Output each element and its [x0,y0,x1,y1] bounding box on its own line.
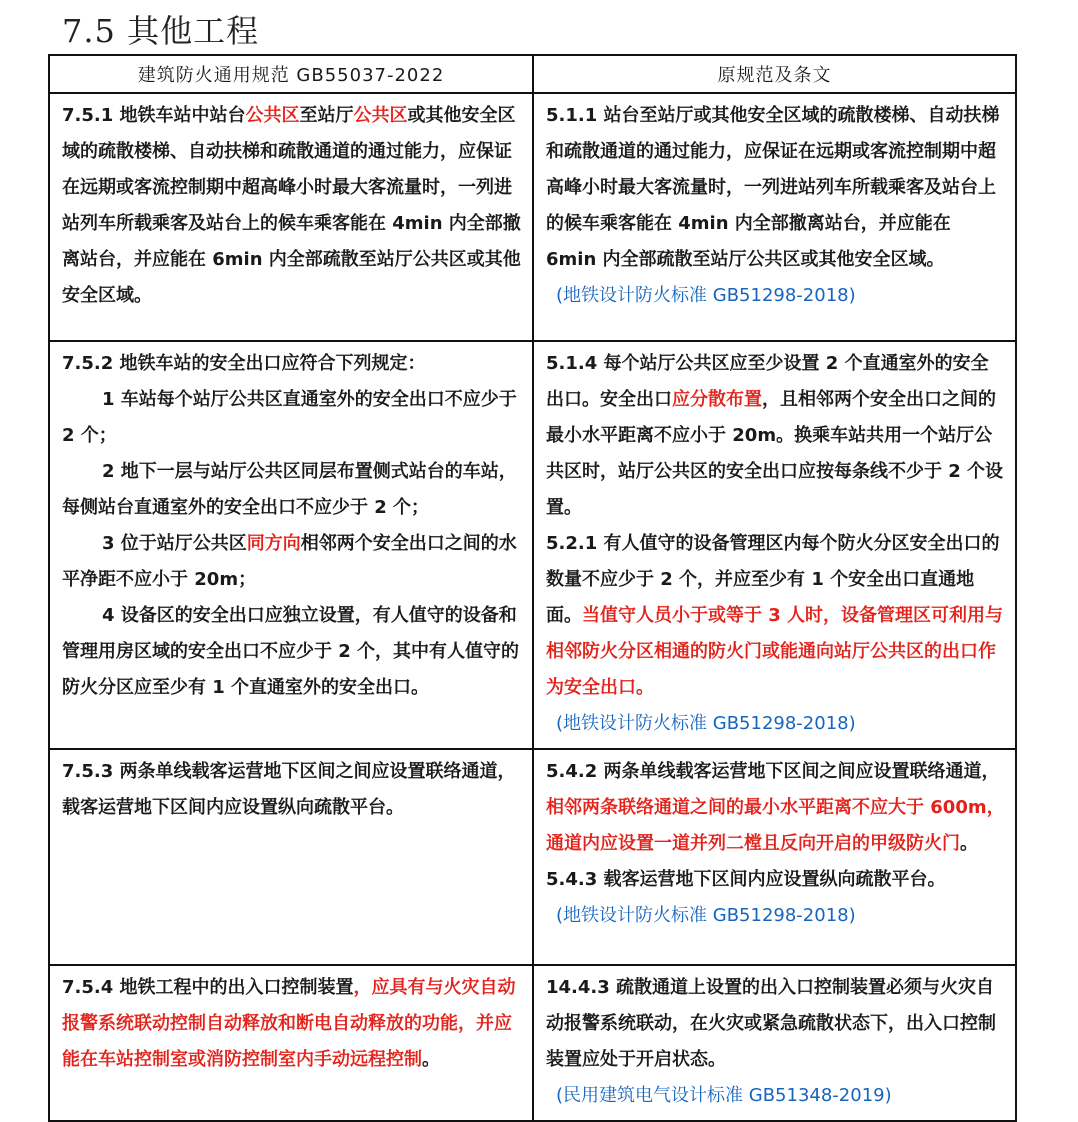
clause-original-5-1-4 [533,341,1016,749]
body-text: 。 [960,833,978,854]
body-text: 。 [422,1049,440,1070]
emphasis-text: 相邻两条联络通道之间的最小水平距离不应大于 600m，通道内应设置一道并列二樘且反向开启的甲级防火门 [546,797,1005,854]
emphasis-text: 当值守人员小于或等于 3 人时，设备管理区可利用与相邻防火分区相通的防火门或能通向站厅公共区的出口作为安全出口。 [546,605,1004,698]
clause-new-7-5-1 [49,93,533,341]
header-new-code: 建筑防火通用规范 GB55037-2022 [49,55,533,93]
body-text: 相邻两个安全出口之间的水平净距不应小于 20m； [62,533,517,590]
source-reference: (地铁设计防火标准 GB51298-2018) [556,285,856,306]
table-header-row [49,55,1016,93]
table-row [49,749,1016,965]
body-text: 7.5.3 两条单线载客运营地下区间之间应设置联络通道，载客运营地下区间内应设置纵向疏散平台。 [62,761,516,818]
table-row [49,965,1016,1121]
source-reference: (地铁设计防火标准 GB51298-2018) [556,905,856,926]
clause-new-7-5-4 [49,965,533,1121]
body-text: 5.2.1 有人值守的设备管理区内每个防火分区安全出口的数量不应少于 2 个，并应至少有 1 个安全出口直通地面。 [546,533,1000,626]
body-text: 5.1.4 每个站厅公共区应至少设置 2 个直通室外的安全出口。安全出口 [546,353,989,410]
body-text: 4 设备区的安全出口应独立设置，有人值守的设备和管理用房区域的安全出口不应少于 2 个，其中有人值守的防火分区应至少有 1 个直通室外的安全出口。 [62,605,520,698]
clause-original-5-4-2 [533,749,1016,965]
clause-paragraph [546,970,1005,1078]
body-text: 5.4.2 两条单线载客运营地下区间之间应设置联络通道， [546,761,1000,782]
clause-paragraph [546,98,1005,278]
clause-new-7-5-2 [49,341,533,749]
emphasis-text: 公共区 [245,105,300,126]
emphasis-text: 应分散布置 [672,389,762,410]
body-text: 5.1.1 站台至站厅或其他安全区域的疏散楼梯、自动扶梯和疏散通道的通过能力，应保证在远期或客流控制期中超高峰小时最大客流量时，一列进站列车所载乘客及站台上的候车乘客能在 4min 内全部撤离站台，并应能在 6min 内全部疏散至站厅公共区或其他安全区域。 [546,105,1000,270]
clause-paragraph [546,346,1005,526]
clause-paragraph [546,754,1005,862]
clause-item [62,526,522,598]
clause-original-14-4-3 [533,965,1016,1121]
header-original-code: 原规范及条文 [533,55,1016,93]
source-reference: (地铁设计防火标准 GB51298-2018) [556,713,856,734]
clause-paragraph [62,754,522,826]
body-text: ，且相邻两个安全出口之间的最小水平距离不应小于 20m。换乘车站共用一个站厅公共区时，站厅公共区的安全出口应按每条线不少于 2 个设置。 [546,389,1004,518]
clause-original-5-1-1 [533,93,1016,341]
body-text: 3 位于站厅公共区 [102,533,247,554]
table-row [49,341,1016,749]
emphasis-text: 同方向 [246,533,301,554]
clause-item [62,454,522,526]
section-title: 7.5 其他工程 [62,12,260,50]
body-text: 14.4.3 疏散通道上设置的出入口控制装置必须与火灾自动报警系统联动，在火灾或紧急疏散状态下，出入口控制装置应处于开启状态。 [546,977,996,1070]
clause-paragraph [62,346,522,382]
body-text: 5.4.3 载客运营地下区间内应设置纵向疏散平台。 [546,869,946,890]
table-row [49,93,1016,341]
clause-new-7-5-3 [49,749,533,965]
clause-item [62,598,522,706]
clause-paragraph [546,526,1005,706]
body-text: 1 车站每个站厅公共区直通室外的安全出口不应少于 2 个； [62,389,517,446]
body-text: 7.5.1 地铁车站中站台 [62,105,246,126]
clause-paragraph [62,970,522,1078]
comparison-table [48,54,1017,1122]
emphasis-text: ，应具有与火灾自动报警系统联动控制自动释放和断电自动释放的功能，并应能在车站控制室或消防控制室内手动远程控制 [62,977,516,1070]
body-text: 7.5.2 地铁车站的安全出口应符合下列规定： [62,353,426,374]
clause-paragraph [546,862,1005,898]
body-text: 2 地下一层与站厅公共区同层布置侧式站台的车站，每侧站台直通室外的安全出口不应少于 2 个； [62,461,517,518]
body-text: 至站厅 [299,105,354,126]
emphasis-text: 公共区 [353,105,408,126]
body-text: 或其他安全区域的疏散楼梯、自动扶梯和疏散通道的通过能力，应保证在远期或客流控制期中超高峰小时最大客流量时，一列进站列车所载乘客及站台上的候车乘客能在 4min 内全部撤离站台，并应能在 6min 内全部疏散至站厅公共区或其他安全区域。 [62,105,521,306]
source-reference: (民用建筑电气设计标准 GB51348-2019) [556,1085,892,1106]
clause-item [62,382,522,454]
body-text: 7.5.4 地铁工程中的出入口控制装置 [62,977,354,998]
clause-paragraph [62,98,522,314]
